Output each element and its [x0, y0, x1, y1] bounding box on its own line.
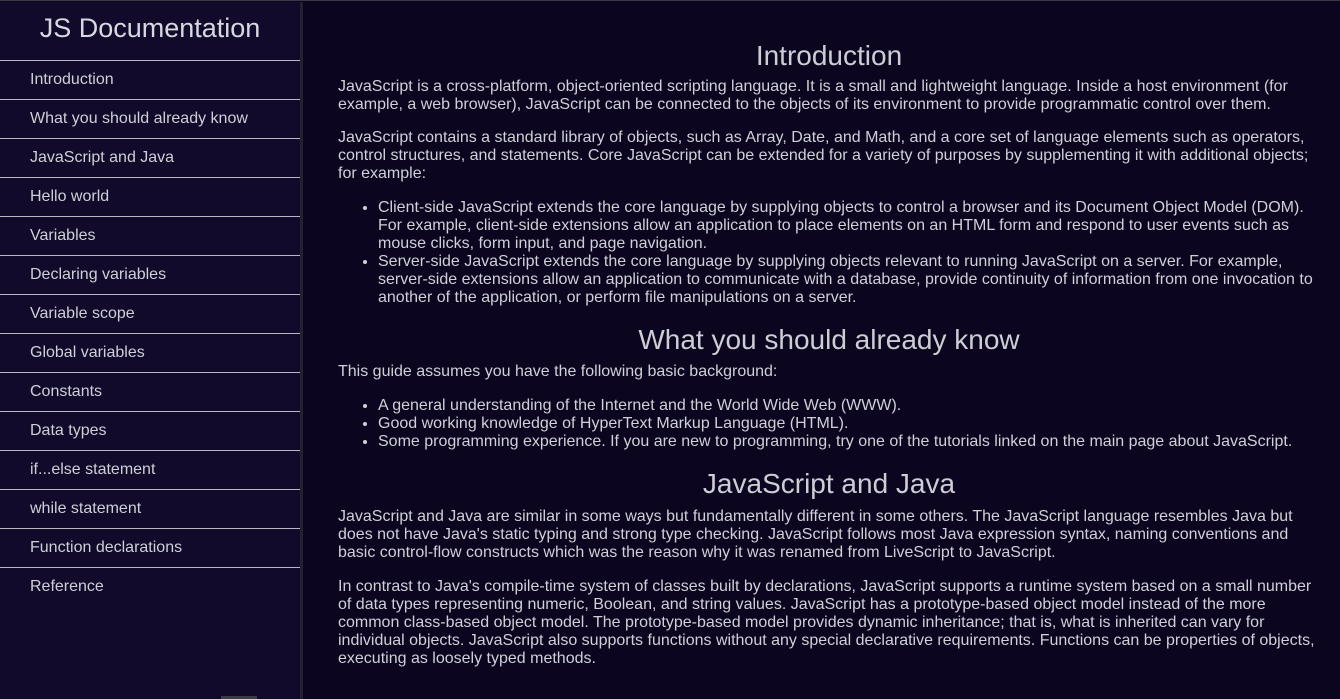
paragraph: JavaScript is a cross-platform, object-oriented scripting language. It is a small and lightweight language. Inside a host environment (for example, a web browser), JavaScript can be connected to the objects of its environment to provide programmatic control over them.	[338, 78, 1288, 113]
section-what-you-should-already-know	[338, 307, 1320, 451]
section-heading: What you should already know	[638, 324, 1020, 355]
nav-link-constants[interactable]: Constants	[0, 373, 300, 412]
paragraph: In contrast to Java's compile-time system of classes built by declarations, JavaScript supports a runtime system based on a small number of data types representing numeric, Boolean, and string values. JavaScript has a prototype-based object model instead of the more common class-based object model. The prototype-based model provides dynamic inheritance; that is, what is inherited can vary for individual objects. JavaScript also supports functions without any special declarative requirements. Functions can be properties of objects, executing as loosely typed methods.	[338, 578, 1315, 667]
nav-link-declaring-variables[interactable]: Declaring variables	[0, 256, 300, 295]
section-javascript-and-java	[338, 451, 1320, 668]
nav-link-what-you-should-already-know[interactable]: What you should already know	[0, 100, 300, 139]
list-item: • Client-side JavaScript extends the core language by supplying objects to control a browser and its Document Object Model (DOM). For example, client-side extensions allow an application to place elements on an HTML form and respond to user events such as mouse clicks, form input, and page navigation.	[378, 199, 1320, 253]
nav-link-data-types[interactable]: Data types	[0, 412, 300, 451]
nav-link-if-else-statement[interactable]: if...else statement	[0, 451, 300, 490]
nav-link-while-statement[interactable]: while statement	[0, 490, 300, 529]
nav-link-function-declarations[interactable]: Function declarations	[0, 529, 300, 568]
bullet-list	[338, 199, 1320, 307]
sidebar-nav	[0, 2, 303, 699]
paragraph: JavaScript and Java are similar in some ways but fundamentally different in some others. The JavaScript language resembles Java but does not have Java's static typing and strong type checking. JavaScript follows most Java expression syntax, naming conventions and basic control-flow constructs which was the reason why it was renamed from LiveScript to JavaScript.	[338, 508, 1293, 561]
section-introduction	[338, 2, 1320, 307]
nav-link-hello-world[interactable]: Hello world	[0, 178, 300, 217]
nav-link-global-variables[interactable]: Global variables	[0, 334, 300, 373]
main-content[interactable]	[303, 2, 1340, 699]
list-item: • Good working knowledge of HyperText Markup Language (HTML).	[378, 415, 1320, 433]
section-heading: Introduction	[755, 40, 903, 71]
nav-link-javascript-and-java[interactable]: JavaScript and Java	[0, 139, 300, 178]
bullet-list	[338, 397, 1320, 451]
paragraph: This guide assumes you have the following basic background:	[338, 363, 778, 380]
paragraph: JavaScript contains a standard library of objects, such as Array, Date, and Math, and a core set of language elements such as operators, control structures, and statements. Core JavaScript can be extended for a variety of purposes by supplementing it with additional objects; for example:	[338, 129, 1309, 182]
nav-link-variable-scope[interactable]: Variable scope	[0, 295, 300, 334]
nav-list	[0, 61, 300, 606]
list-item: • Some programming experience. If you are new to programming, try one of the tutorials linked on the main page about JavaScript.	[378, 433, 1320, 451]
list-item: • A general understanding of the Internet and the World Wide Web (WWW).	[378, 397, 1320, 415]
nav-title: JS Documentation	[0, 2, 300, 61]
nav-link-introduction[interactable]: Introduction	[0, 61, 300, 100]
section-heading: JavaScript and Java	[702, 468, 956, 499]
nav-link-variables[interactable]: Variables	[0, 217, 300, 256]
list-item: • Server-side JavaScript extends the core language by supplying objects relevant to running JavaScript on a server. For example, server-side extensions allow an application to communicate with a database, provide continuity of information from one invocation to another of the application, or perform file manipulations on a server.	[378, 253, 1320, 307]
nav-link-reference[interactable]: Reference	[30, 578, 104, 595]
